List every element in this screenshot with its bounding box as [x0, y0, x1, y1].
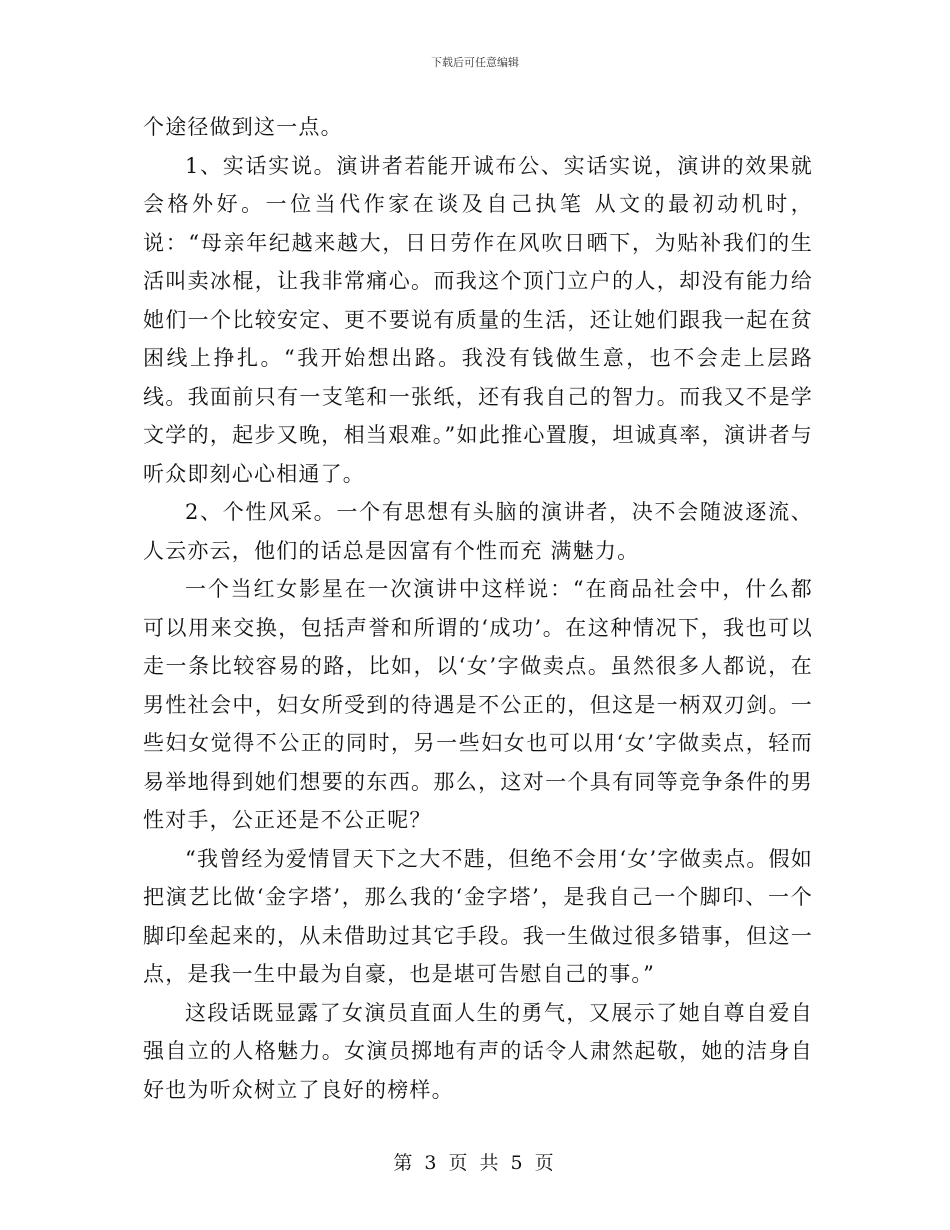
page-number-footer: 第 3 页 共 5 页	[393, 1152, 557, 1174]
paragraph-actress-quote: “我曾经为爱情冒天下之大不韪，但绝不会用‘女’字做卖点。假如把演艺比做‘金字塔’，那么我的‘金字塔’，是我自己一个脚印、一个脚印垒起来的，从未借助过其它手段。我一生做过很多错事，但这一点，是我一生中最为自豪，也是堪可告慰自己的事。”	[143, 846, 813, 986]
paragraph-actress-speech: 一个当红女影星在一次演讲中这样说：“在商品社会中，什么都可以用来交换，包括声誉和所谓的‘成功’。在这种情况下，我也可以走一条比较容易的路，比如，以‘女’字做卖点。虽然很多人都说，在男性社会中，妇女所受到的待遇是不公正的，但这是一柄双刃剑。一些妇女觉得不公正的同时，另一些妇女也可以用‘女’字做卖点，轻而易举地得到她们想要的东西。那么，这对一个具有同等竞争条件的男性对手，公正还是不公正呢？	[143, 577, 813, 832]
paragraph-commentary: 这段话既显露了女演员直面人生的勇气，又展示了她自尊自爱自强自立的人格魅力。女演员掷地有声的话令人肃然起敬，她的洁身自好也为听众树立了良好的榜样。	[143, 1000, 813, 1102]
paragraph-honesty: 1、实话实说。演讲者若能开诚布公、实话实说，演讲的效果就会格外好。一位当代作家在谈及自己执笔 从文的最初动机时，说：“母亲年纪越来越大，日日劳作在风吹日晒下，为贴补我们的生活叫卖冰棍，让我非常痛心。而我这个顶门立户的人，却没有能力给她们一个比较安定、更不要说有质量的生活，还让她们跟我一起在贫困线上挣扎。“我开始想出路。我没有钱做生意，也不会走上层路线。我面前只有一支笔和一张纸，还有我自己的智力。而我又不是学文学的，起步又晚，相当艰难。”如此推心置腹，坦诚真率，演讲者与听众即刻心心相通了。	[143, 153, 813, 486]
paragraph-continuation: 个途径做到这一点。	[143, 115, 343, 139]
page-header: 下载后可任意编辑	[431, 56, 519, 69]
document-body	[143, 108, 813, 1109]
paragraph-personality: 2、个性风采。一个有思想有头脑的演讲者，决不会随波逐流、人云亦云，他们的话总是因富有个性而充 满魅力。	[143, 500, 813, 563]
